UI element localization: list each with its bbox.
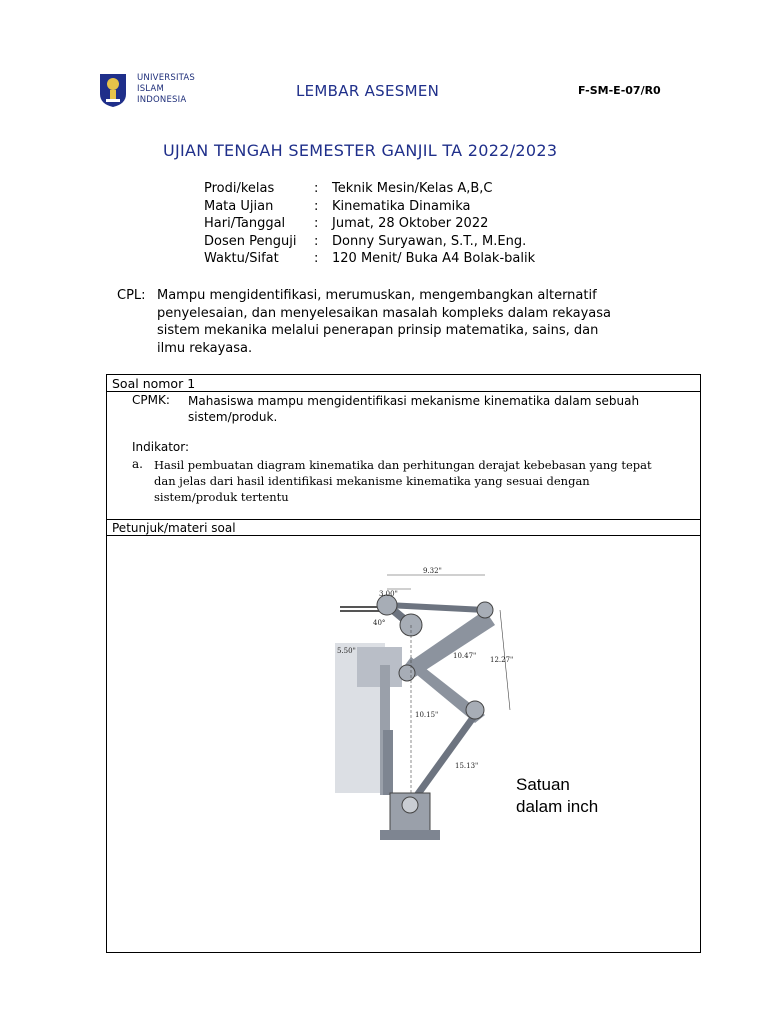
info-value: Jumat, 28 Oktober 2022 [332,216,489,232]
dim-label: 5.50" [337,647,356,655]
petunjuk-label: Petunjuk/materi soal [112,521,236,535]
cpl-label: CPL: [117,288,146,303]
cpmk-text [188,393,639,425]
info-sep: : [314,198,319,214]
info-row [204,250,535,268]
units-note [516,774,598,818]
university-line-1: UNIVERSITAS [137,73,196,83]
dim-label: 15.13" [455,762,479,770]
dim-label: 40° [373,619,386,627]
info-row [204,198,535,216]
info-value: Teknik Mesin/Kelas A,B,C [332,181,493,196]
indikator-line: sistem/produk tertentu [154,490,289,504]
cpl-line: sistem mekanika melalui penerapan prinsip matematika, sains, dan [157,323,599,338]
exam-title: UJIAN TENGAH SEMESTER GANJIL TA 2022/2023 [163,141,558,160]
indikator-line: dan jelas dari hasil identifikasi mekanisme kinematika yang sesuai dengan [154,474,590,488]
cpmk-line: Mahasiswa mampu mengidentifikasi mekanisme kinematika dalam sebuah [188,394,640,408]
cpl-line: penyelesaian, dan menyelesaikan masalah kompleks dalam rekayasa [157,305,612,321]
indikator-line: Hasil pembuatan diagram kinematika dan perhitungan derajat kebebasan yang tepat [154,458,652,472]
info-row [204,180,535,198]
mechanism-figure [335,565,525,855]
dim-label: 9.32" [423,567,442,575]
info-key: Hari/Tanggal [204,216,286,232]
table-divider [106,519,701,520]
info-key: Prodi/kelas [204,181,275,196]
cpl-section [117,287,637,359]
joint [477,602,493,618]
cpl-line: Mampu mengidentifikasi, merumuskan, mengembangkan alternatif [157,288,597,303]
university-name [137,73,195,106]
cpmk-label: CPMK: [132,393,170,407]
university-line-3: INDONESIA [137,95,187,105]
info-value: 120 Menit/ Buka A4 Bolak-balik [332,251,536,267]
document-title: LEMBAR ASESMEN [296,82,440,100]
base-plate [380,830,440,840]
dim-label: 3.00" [379,590,398,598]
info-value: Kinematika Dinamika [332,198,471,214]
joint [466,701,484,719]
indikator-text [154,457,652,505]
link-top [387,605,485,610]
info-sep: : [314,251,319,267]
university-line-2: ISLAM [137,84,164,94]
units-line: dalam inch [516,797,599,816]
cpl-line: ilmu rekayasa. [157,340,253,356]
info-sep: : [314,216,319,232]
column-slot [383,730,393,795]
question-title: Soal nomor 1 [112,376,196,391]
table-divider [106,391,701,392]
cpl-text [157,287,647,357]
indikator-marker: a. [132,457,143,471]
info-sep: : [314,181,319,196]
dim-label: 10.47" [453,652,477,660]
table-divider [106,535,701,536]
link-lower [410,715,475,805]
form-code: F-SM-E-07/R0 [578,84,661,97]
info-value: Donny Suryawan, S.T., M.Eng. [332,233,527,249]
cpmk-line: sistem/produk. [188,410,278,424]
university-logo [98,72,128,108]
info-row [204,215,535,233]
dim-label: 10.15" [415,711,439,719]
info-sep: : [314,233,319,249]
exam-info [204,180,535,268]
indikator-label: Indikator: [132,440,189,454]
info-row [204,233,535,251]
info-key: Dosen Penguji [204,233,297,249]
joint [377,595,397,615]
joint [402,797,418,813]
dim-label: 12.27" [490,656,514,664]
support-block [357,647,402,687]
units-line: Satuan [516,775,570,794]
info-key: Waktu/Sifat [204,251,279,267]
joint [399,665,415,681]
info-key: Mata Ujian [204,198,274,214]
